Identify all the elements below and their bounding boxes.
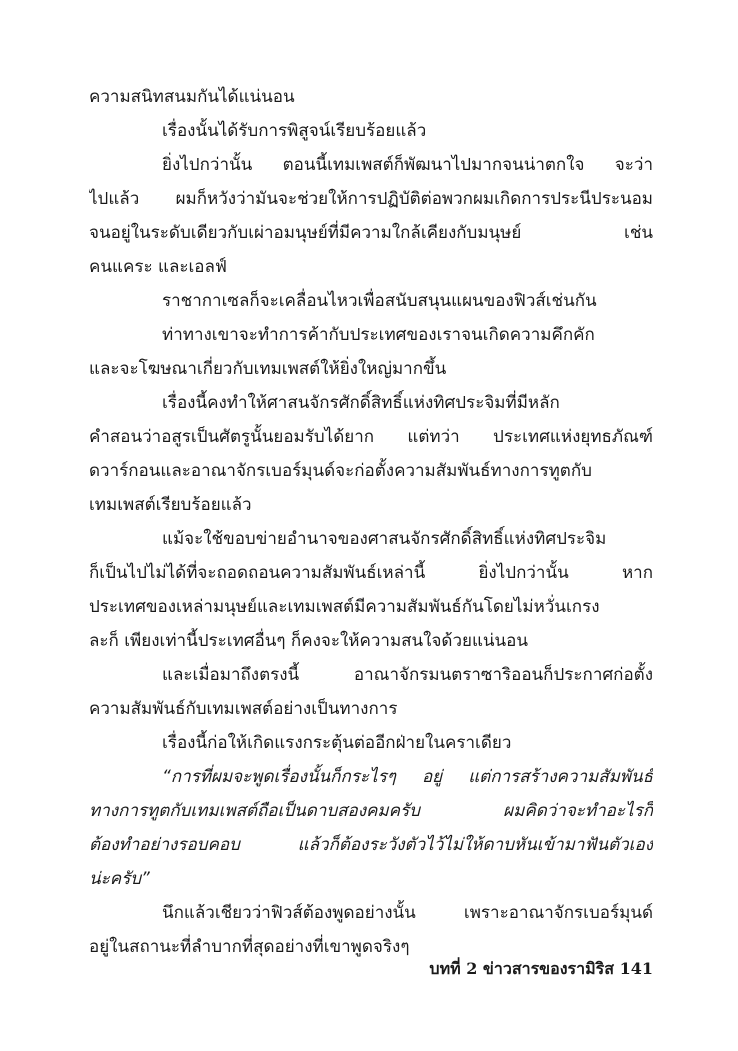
text-line: นึกแล้วเชียวว่าฟิวส์ต้องพูดอย่างนั้น เพราะอาณาจักรเบอร์มุนด์ (162, 903, 653, 923)
text-line: ประเทศของเหล่ามนุษย์และเทมเพสต์มีความสัมพันธ์กันโดยไม่หวั่นเกรง (89, 597, 600, 617)
text-line: ดวาร์กอนและอาณาจักรเบอร์มุนด์จะก่อตั้งความสัมพันธ์ทางการทูตกับ (89, 461, 592, 481)
text-line: ก็เป็นไปไม่ได้ที่จะถอดถอนความสัมพันธ์เหล่านี้ ยิ่งไปกว่านั้น หาก (89, 563, 653, 583)
text-line: เทมเพสต์เรียบร้อยแล้ว (89, 495, 252, 515)
text-line: คำสอนว่าอสูรเป็นศัตรูนั้นยอมรับได้ยาก แต่ทว่า ประเทศแห่งยุทธภัณฑ์ (89, 427, 653, 447)
text-line: คนแคระ และเอลฟ์ (89, 257, 227, 277)
text-line: เรื่องนั้นได้รับการพิสูจน์เรียบร้อยแล้ว (162, 121, 427, 141)
text-line: น่ะครับ” (89, 869, 150, 889)
text-line: ความสัมพันธ์กับเทมเพสต์อย่างเป็นทางการ (89, 699, 398, 719)
text-line: ไปแล้ว ผมก็หวังว่ามันจะช่วยให้การปฏิบัติต่อพวกผมเกิดการประนีประนอม (89, 189, 653, 209)
text-line: จนอยู่ในระดับเดียวกับเผ่าอมนุษย์ที่มีความใกล้เคียงกับมนุษย์ เช่น (89, 223, 653, 243)
text-line: อยู่ในสถานะที่ลำบากที่สุดอย่างที่เขาพูดจริงๆ (89, 937, 410, 957)
running-footer: บทที่ 2 ข่าวสารของรามิริส 141 (429, 959, 653, 978)
text-line: และจะโฆษณาเกี่ยวกับเทมเพสต์ให้ยิ่งใหญ่มากขึ้น (89, 359, 447, 379)
text-line: ยิ่งไปกว่านั้น ตอนนี้เทมเพสต์ก็พัฒนาไปมากจนน่าตกใจ จะว่า (162, 155, 653, 175)
text-line: ต้องทำอย่างรอบคอบ แล้วก็ต้องระวังตัวไว้ไม่ให้ดาบหันเข้ามาฟันตัวเอง (89, 835, 653, 855)
text-line: “การที่ผมจะพูดเรื่องนั้นก็กระไรๆ อยู่ แต่การสร้างความสัมพันธ์ (162, 767, 653, 787)
text-line: ท่าทางเขาจะทำการค้ากับประเทศของเราจนเกิดความคึกคัก (162, 325, 595, 345)
text-line: แม้จะใช้ขอบข่ายอำนาจของศาสนจักรศักดิ์สิทธิ์แห่งทิศประจิม (162, 529, 607, 549)
text-line: ราชากาเซลก็จะเคลื่อนไหวเพื่อสนับสนุนแผนของฟิวส์เช่นกัน (162, 291, 597, 311)
text-line: เรื่องนี้ก่อให้เกิดแรงกระตุ้นต่ออีกฝ่ายในคราเดียว (162, 733, 512, 753)
text-line: ละก็ เพียงเท่านี้ประเทศอื่นๆ ก็คงจะให้ความสนใจด้วยแน่นอน (89, 631, 529, 651)
text-line: ทางการทูตกับเทมเพสต์ถือเป็นดาบสองคมครับ ผมคิดว่าจะทำอะไรก็ (89, 801, 653, 821)
text-line: และเมื่อมาถึงตรงนี้ อาณาจักรมนตราซาริออนก็ประกาศก่อตั้ง (162, 665, 653, 685)
body-text (89, 80, 653, 964)
text-line: เรื่องนี้คงทำให้ศาสนจักรศักดิ์สิทธิ์แห่งทิศประจิมที่มีหลัก (162, 393, 560, 413)
text-line: ความสนิทสนมกันได้แน่นอน (89, 87, 295, 107)
